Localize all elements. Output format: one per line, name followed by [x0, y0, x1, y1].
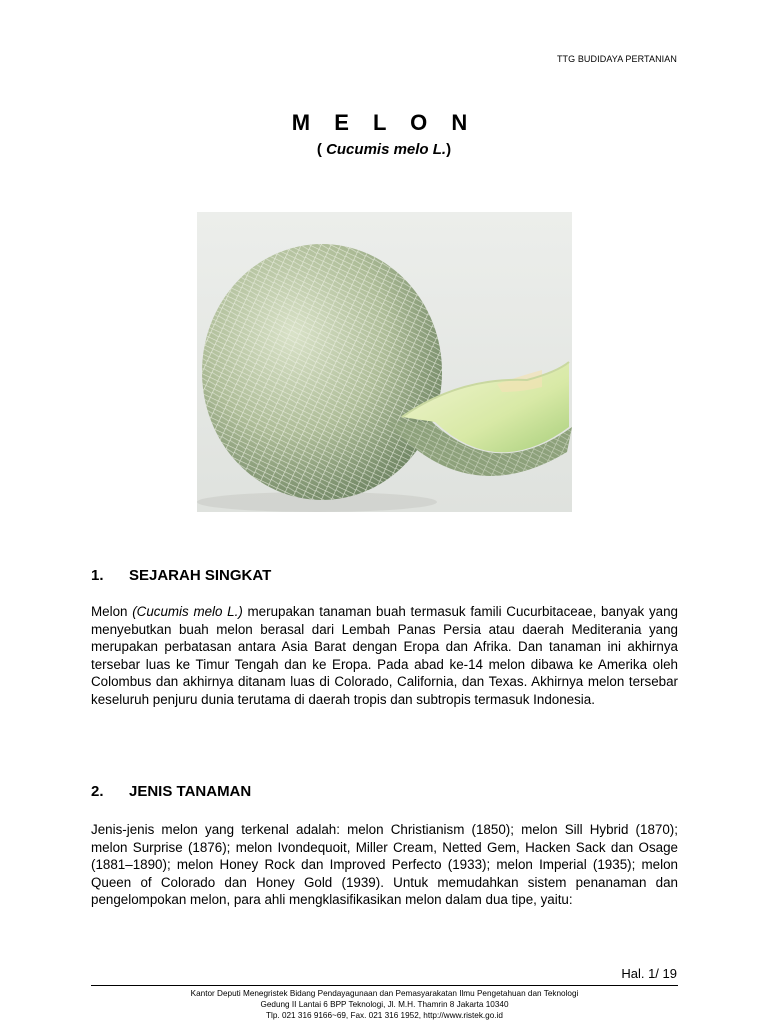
intro-italic: (Cucumis melo L.) — [132, 604, 243, 619]
document-subtitle — [0, 141, 768, 158]
footer-line-2: Gedung II Lantai 6 BPP Teknologi, Jl. M.H. Thamrin 8 Jakarta 10340 — [260, 1000, 509, 1009]
section-title: SEJARAH SINGKAT — [129, 567, 272, 584]
intro-plain: Melon — [91, 604, 133, 619]
scientific-name: Cucumis melo L. — [326, 141, 447, 158]
melon-photo — [197, 212, 572, 512]
section-title: JENIS TANAMAN — [129, 783, 252, 800]
section-body-sejarah — [91, 603, 678, 709]
section-heading-sejarah — [91, 567, 271, 584]
footer-line-1: Kantor Deputi Menegristek Bidang Pendayagunaan dan Pemasyarakatan Ilmu Pengetahuan dan Teknologi — [190, 989, 579, 998]
footer-line-3: Tlp. 021 316 9166~69, Fax. 021 316 1952, http://www.ristek.go.id — [266, 1011, 503, 1020]
section-number: 2. — [91, 783, 104, 800]
document-title: M E L O N — [291, 110, 477, 135]
subtitle-open: ( — [316, 141, 327, 158]
subtitle-close: ) — [446, 141, 452, 158]
section-text: Jenis-jenis melon yang terkenal adalah: melon Christianism (1850); melon Sill Hybrid (1870); melon Surprise (1876); melon Ivondequoit, Miller Cream, Netted Gem, Hacken Sack dan Osage (1881–1890); melon Honey Rock dan Improved Perfecto (1933); melon Imperial (1935); melon Queen of Colorado dan Honey Gold (1939). Untuk memudahkan sistem penanaman dan pengelompokan melon, para ahli mengklasifikasikan melon dalam dua tipe, yaitu: — [91, 822, 678, 908]
document-footer — [91, 988, 678, 1021]
footer-divider — [91, 985, 678, 986]
page-number: Hal. 1/ 19 — [621, 966, 677, 981]
section-heading-jenis — [91, 783, 251, 800]
document-header-tag: TTG BUDIDAYA PERTANIAN — [556, 54, 677, 64]
section-text: merupakan tanaman buah termasuk famili Cucurbitaceae, banyak yang menyebutkan buah melon berasal dari Lembah Panas Persia atau daerah Mediterania yang merupakan perbatasan antara Asia Barat dengan Eropa dan Afrika. Dan tanaman ini akhirnya tersebar luas ke Timur Tengah dan ke Eropa. Pada abad ke-14 melon dibawa ke Amerika oleh Colombus dan akhirnya ditanam luas di Colorado, California, dan Texas. Akhirnya melon tersebar keseluruh penjuru dunia terutama di daerah tropis dan subtropis termasuk Indonesia. — [91, 604, 678, 707]
section-body-jenis — [91, 821, 678, 909]
section-number: 1. — [91, 567, 104, 584]
